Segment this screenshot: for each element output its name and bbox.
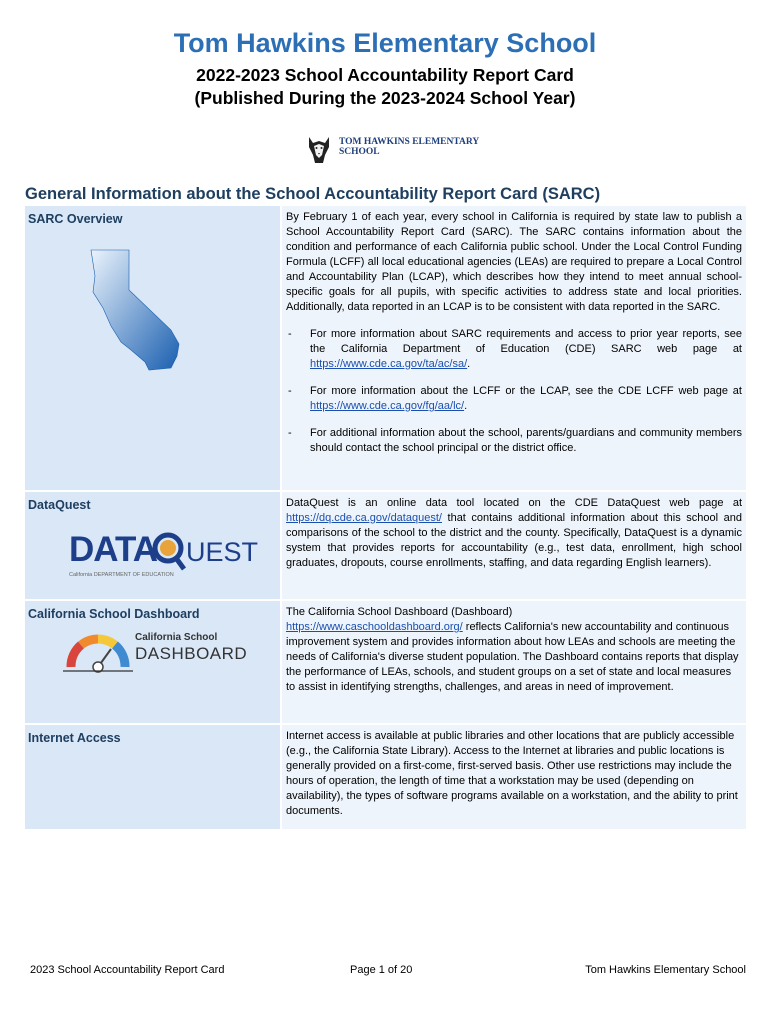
page-number: Page 1 of 20 (350, 964, 413, 976)
table-row-dashboard (25, 601, 746, 725)
list-item: - For additional information about the school, parents/guardians and community members should contact the school principal or the district office. (288, 427, 742, 454)
table-row-sarc-overview (25, 206, 746, 492)
sarc-overview-text: By February 1 of each year, every school in California is required by state law to publish a School Accountability Report Card (SARC). The SARC contains information about the condition and performance of each California public school. Under the Local Control Funding Formula (LCFF) all local educational agencies (LEAs) are required to prepare a Local Control and Accountability Plan (LCAP), which describes how they intend to meet annual school-specific goals for all pupils, with specific activities to address state and local priorities. Additionally, data reported in an LCAP is to be consistent with data reported in the SARC. - For more information about SARC requirements and access to prior year reports, see the California Department of Education (CDE) SARC web page at https://www.cde.ca.gov/ta/ac/sa/. - For more information about the LCFF or the LCAP, see the CDE LCFF web page at https://www.cde.ca.gov/fg/aa/lc/. - For additional information about the school, parents/guardians and community members should contact the school principal or the district office. (286, 211, 742, 454)
footer-left: 2023 School Accountability Report Card (30, 964, 225, 976)
table-row-dataquest (25, 492, 746, 601)
section-heading: General Information about the School Accountability Report Card (SARC) (25, 185, 601, 203)
dashboard-logo: California School DASHBOARD (63, 629, 243, 679)
right-cell (282, 725, 746, 831)
dataquest-text: DataQuest is an online data tool located on the CDE DataQuest web page at https://dq.cde.ca.gov/dataquest/ that contains additional information about this school and comparisons of the school to the district and the county. Specifically, DataQuest is a dynamic system that provides reports for accountability (e.g., test data, enrollment, high school graduates, dropouts, course enrollments, staffing, and data regarding English learners). (286, 497, 743, 569)
husky-mascot-icon (303, 133, 335, 165)
sarc-web-page-link[interactable]: https://www.cde.ca.gov/ta/ac/sa/ (310, 358, 468, 370)
report-subtitle: 2022-2023 School Accountability Report Card (196, 65, 574, 85)
left-cell (25, 492, 282, 601)
gauge-icon (63, 631, 133, 675)
school-logo (303, 133, 483, 165)
right-cell (282, 492, 746, 601)
table-row-internet-access (25, 725, 746, 831)
right-cell (282, 206, 746, 492)
list-item: - For more information about the LCFF or the LCAP, see the CDE LCFF web page at https://www.cde.ca.gov/fg/aa/lc/. (288, 385, 742, 412)
row-heading: SARC Overview (28, 212, 123, 226)
internet-access-text: Internet access is available at public libraries and other locations that are publicly accessible (e.g., the California State Library). Access to the Internet at libraries and public locations is generally provided on a first-come, first-served basis. Other use restrictions may include the hours of operation, the length of time that a workstation may be used (depending on availability), the types of software programs available on a workstation, and the ability to print documents. (286, 730, 738, 817)
row-heading: California School Dashboard (28, 607, 200, 621)
report-publish-year: (Published During the 2023-2024 School Year) (194, 88, 576, 108)
california-map-icon (85, 246, 215, 376)
lcff-web-page-link[interactable]: https://www.cde.ca.gov/fg/aa/lc/ (310, 400, 465, 412)
footer-right: Tom Hawkins Elementary School (585, 964, 746, 976)
dataquest-logo: DATA UEST California DEPARTMENT OF EDUCATION (69, 530, 259, 578)
school-title: Tom Hawkins Elementary School (173, 28, 597, 58)
row-heading: DataQuest (28, 498, 91, 512)
magnifier-q-icon (151, 529, 187, 573)
sarc-info-table (25, 206, 746, 831)
left-cell (25, 725, 282, 831)
row-heading: Internet Access (28, 731, 121, 745)
logo-wordmark: TOM HAWKINS ELEMENTARY SCHOOL (339, 137, 480, 157)
dashboard-link[interactable]: https://www.caschooldashboard.org/ (286, 621, 463, 633)
list-item: - For more information about SARC requirements and access to prior year reports, see the California Department of Education (CDE) SARC web page at https://www.cde.ca.gov/ta/ac/sa/. (288, 328, 742, 370)
dashboard-text: The California School Dashboard (Dashboard) https://www.caschooldashboard.org/ reflects California's new accountability and continuous improvement system and provides information about how LEAs and schools are meeting the needs of California's diverse student population. The Dashboard contains reports that display the performance of LEAs, schools, and student groups on a set of state and local measures to assist in identifying strengths, challenges, and areas in need of improvement. (286, 606, 739, 693)
right-cell (282, 601, 746, 725)
left-cell (25, 206, 282, 492)
left-cell (25, 601, 282, 725)
dataquest-link[interactable]: https://dq.cde.ca.gov/dataquest/ (286, 512, 442, 524)
